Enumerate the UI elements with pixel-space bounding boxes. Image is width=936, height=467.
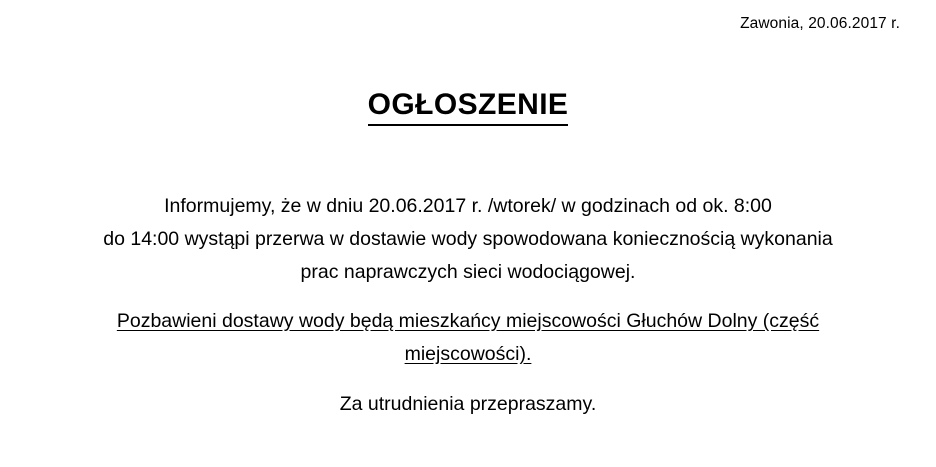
paragraph-announcement-line-3: prac naprawczych sieci wodociągowej. bbox=[300, 261, 636, 283]
paragraph-announcement-line-1: Informujemy, że w dniu 20.06.2017 r. /wtorek/ w godzinach od ok. 8:00 bbox=[164, 195, 772, 217]
paragraph-apology bbox=[44, 388, 892, 421]
paragraph-announcement bbox=[44, 190, 892, 289]
paragraph-affected-area-line-2: miejscowości). bbox=[404, 343, 532, 365]
page-title-text: OGŁOSZENIE bbox=[368, 88, 569, 126]
paragraph-affected-area-line-1: Pozbawieni dostawy wody będą mieszkańcy miejscowości Głuchów Dolny (część bbox=[116, 310, 820, 332]
document-body bbox=[44, 190, 892, 421]
paragraph-announcement-line-2: do 14:00 wystąpi przerwa w dostawie wody spowodowana koniecznością wykonania bbox=[103, 228, 833, 250]
paragraph-affected-area bbox=[44, 305, 892, 371]
dateline: Zawonia, 20.06.2017 r. bbox=[740, 15, 900, 32]
paragraph-apology-text: Za utrudnienia przepraszamy. bbox=[339, 393, 597, 415]
page-title bbox=[0, 88, 936, 126]
